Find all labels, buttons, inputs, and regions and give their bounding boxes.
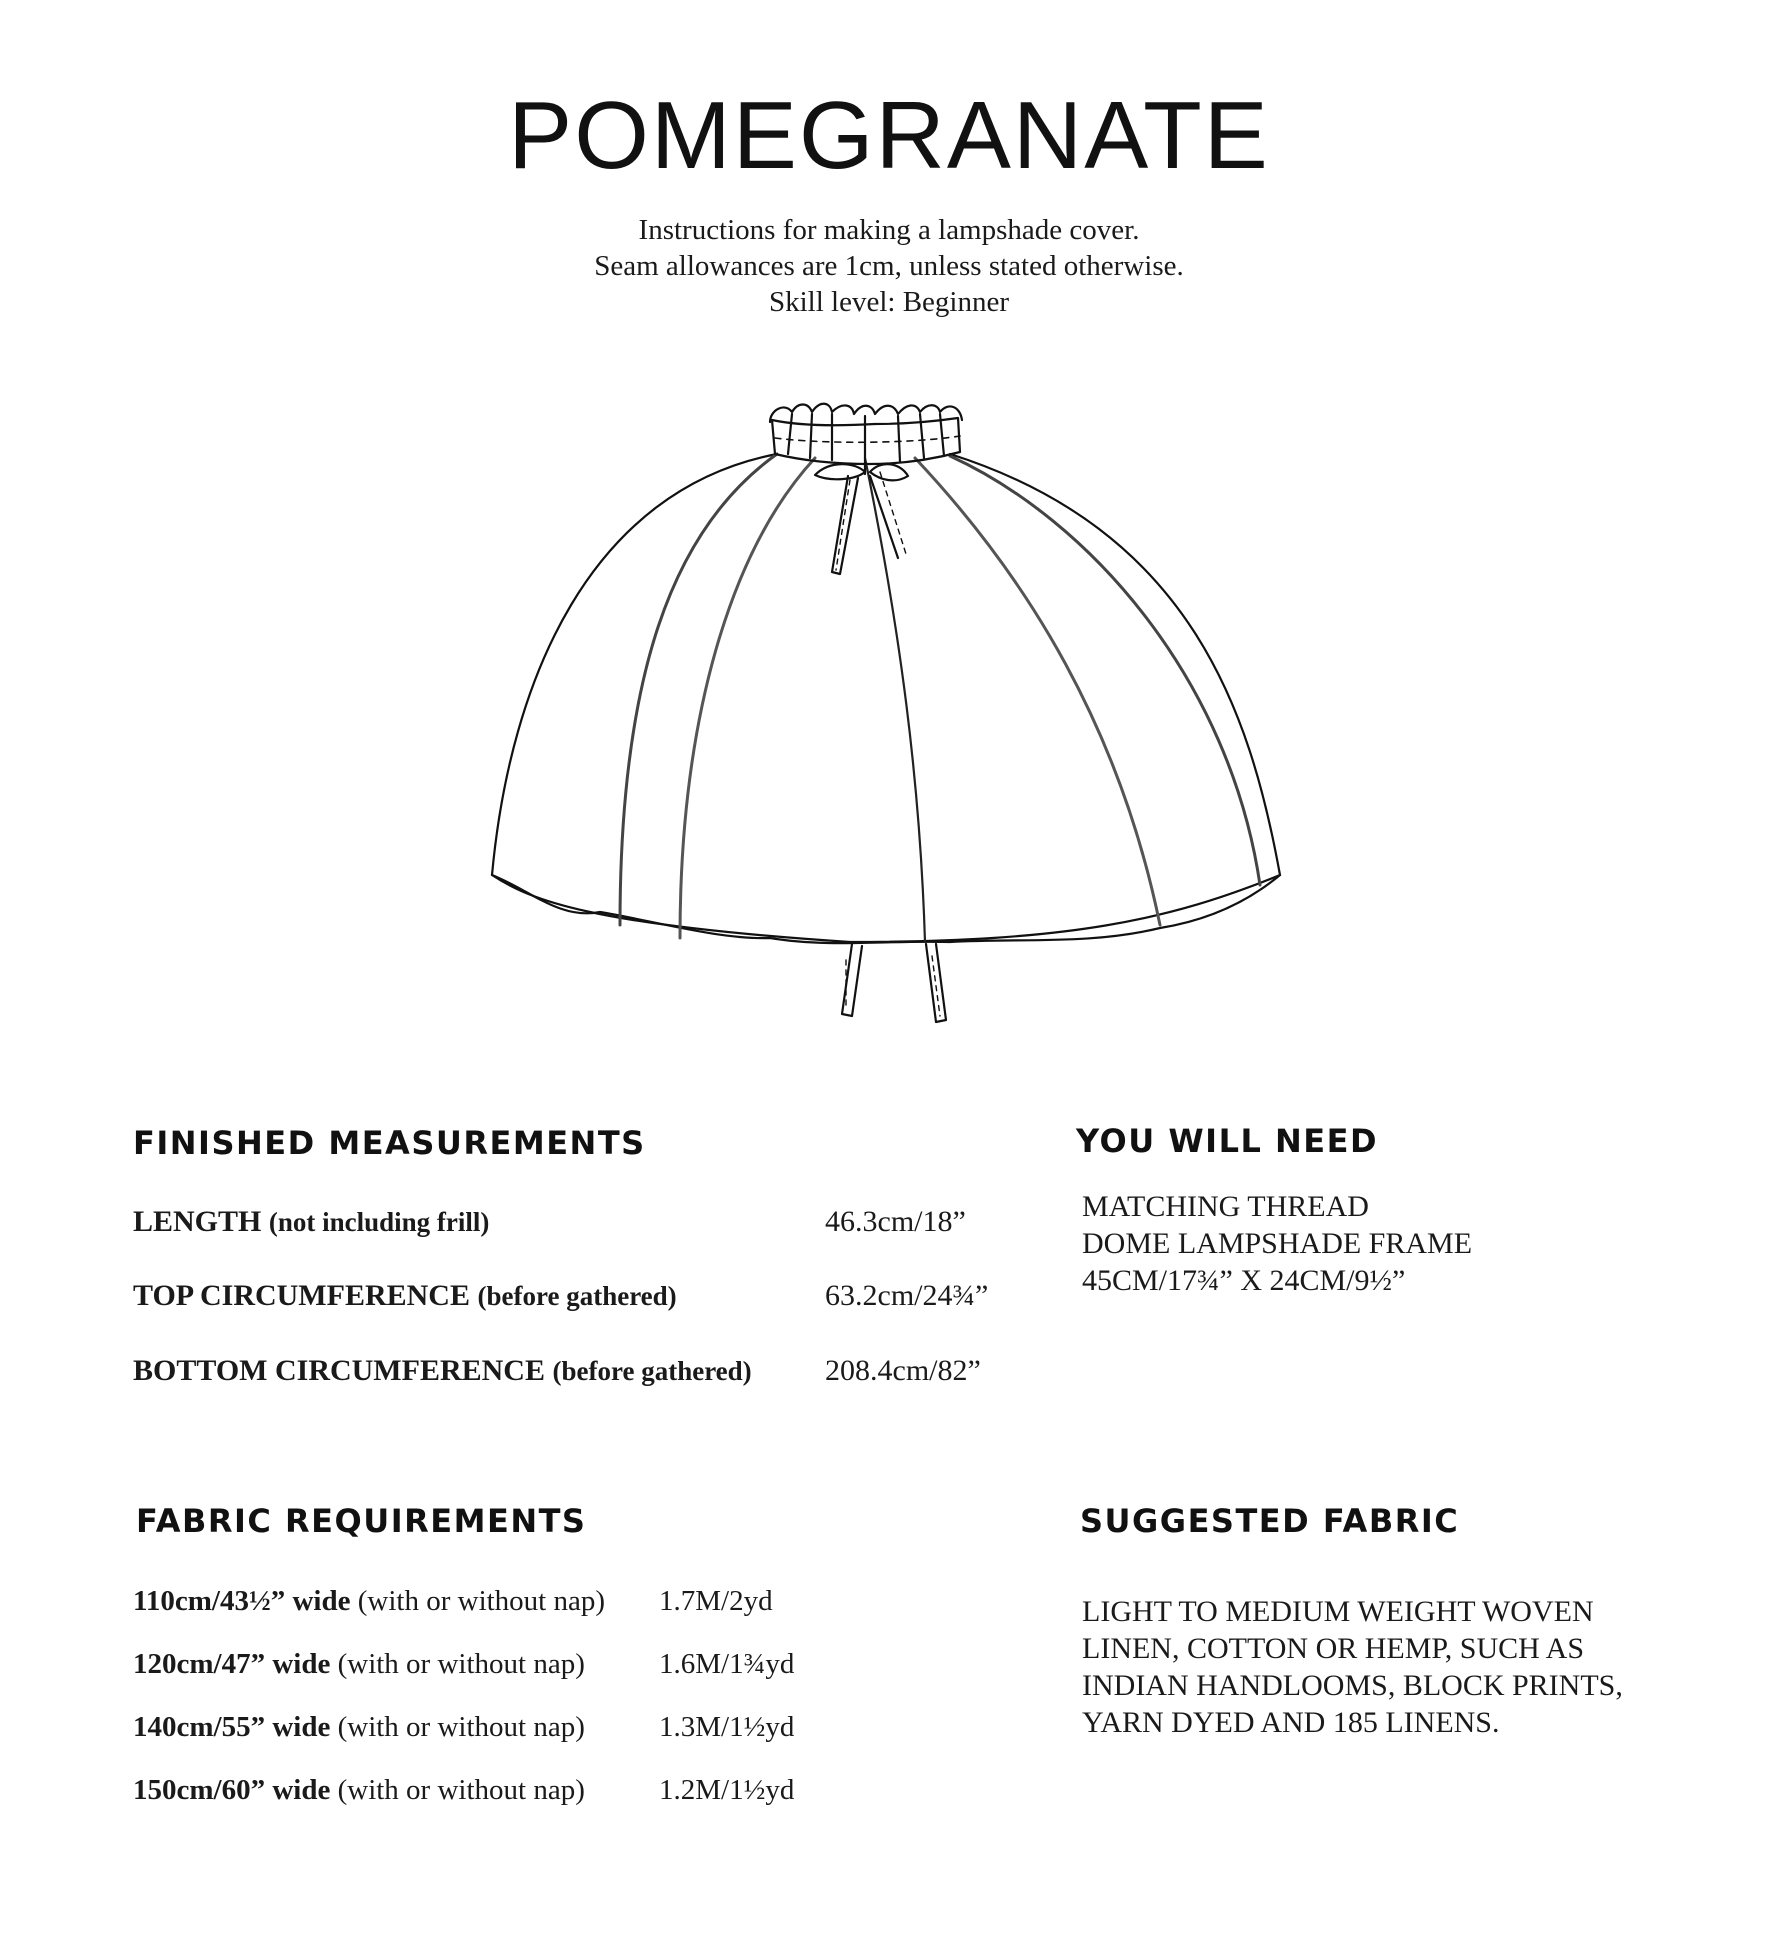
intro-line: Skill level: Beginner bbox=[768, 286, 1009, 318]
fabric-width: 120cm/47” wide bbox=[133, 1648, 331, 1680]
measurement-label: TOP CIRCUMFERENCE bbox=[133, 1279, 470, 1312]
you-will-need-list bbox=[1082, 1188, 1472, 1299]
panel-seam bbox=[865, 458, 925, 942]
bow-loop bbox=[815, 464, 865, 479]
measurement-row bbox=[133, 1205, 1033, 1245]
measurement-note: (not including frill) bbox=[268, 1207, 490, 1237]
measurement-label: BOTTOM CIRCUMFERENCE bbox=[133, 1354, 545, 1387]
measurement-row bbox=[133, 1279, 1033, 1319]
measurement-note: (before gathered) bbox=[552, 1356, 752, 1386]
intro-line: Instructions for making a lampshade cover. bbox=[638, 214, 1140, 246]
list-item: 45CM/17¾” X 24CM/9½” bbox=[1082, 1264, 1406, 1297]
stitch-line bbox=[775, 436, 960, 442]
fabric-row bbox=[133, 1648, 833, 1688]
fabric-amount: 1.7M/2yd bbox=[659, 1585, 773, 1617]
suggested-fabric-line: YARN DYED AND 185 LINENS. bbox=[1082, 1706, 1500, 1739]
panel-seam bbox=[620, 454, 777, 925]
measurement-value: 208.4cm/82” bbox=[825, 1354, 981, 1387]
intro-line: Seam allowances are 1cm, unless stated otherwise. bbox=[594, 250, 1184, 282]
fabric-note: (with or without nap) bbox=[337, 1648, 585, 1680]
tie-ribbon bbox=[832, 476, 858, 574]
finished-measurements-heading: FINISHED MEASUREMENTS bbox=[133, 1124, 646, 1162]
fabric-note: (with or without nap) bbox=[337, 1774, 585, 1806]
fabric-amount: 1.3M/1½yd bbox=[659, 1711, 795, 1743]
fabric-row bbox=[133, 1711, 833, 1751]
panel-seam bbox=[680, 458, 815, 938]
hem-line bbox=[492, 875, 1280, 943]
suggested-fabric-line: INDIAN HANDLOOMS, BLOCK PRINTS, bbox=[1082, 1669, 1623, 1702]
bottom-tie bbox=[926, 944, 946, 1022]
fabric-note: (with or without nap) bbox=[337, 1711, 585, 1743]
intro-text bbox=[0, 212, 1778, 320]
fabric-width: 150cm/60” wide bbox=[133, 1774, 331, 1806]
fabric-row bbox=[133, 1774, 833, 1814]
frill-pleat bbox=[810, 414, 812, 458]
suggested-fabric-line: LIGHT TO MEDIUM WEIGHT WOVEN bbox=[1082, 1595, 1594, 1628]
fabric-note: (with or without nap) bbox=[357, 1585, 606, 1617]
frill-pleat bbox=[920, 414, 924, 458]
page-title: POMEGRANATE bbox=[508, 82, 1270, 189]
fabric-requirements-heading: FABRIC REQUIREMENTS bbox=[136, 1502, 587, 1540]
panel-seam bbox=[950, 456, 1260, 885]
measurement-note: (before gathered) bbox=[477, 1281, 677, 1311]
lampshade-cover-illustration bbox=[470, 380, 1310, 1060]
tie-ribbon bbox=[870, 476, 898, 558]
measurement-value: 63.2cm/24¾” bbox=[825, 1279, 989, 1312]
fabric-amount: 1.6M/1¾yd bbox=[659, 1648, 795, 1680]
suggested-fabric-heading: SUGGESTED FABRIC bbox=[1080, 1502, 1460, 1540]
you-will-need-heading: YOU WILL NEED bbox=[1076, 1122, 1379, 1160]
fabric-amount: 1.2M/1½yd bbox=[659, 1774, 795, 1806]
panel-seam bbox=[915, 458, 1160, 925]
list-item: DOME LAMPSHADE FRAME bbox=[1082, 1227, 1473, 1260]
suggested-fabric-text bbox=[1082, 1593, 1623, 1741]
measurement-row bbox=[133, 1354, 1033, 1394]
suggested-fabric-line: LINEN, COTTON OR HEMP, SUCH AS bbox=[1082, 1632, 1585, 1665]
fabric-width: 140cm/55” wide bbox=[133, 1711, 331, 1743]
measurement-label: LENGTH bbox=[133, 1205, 262, 1238]
frill-pleat bbox=[788, 414, 792, 454]
bottom-tie bbox=[842, 944, 862, 1016]
dome-outline bbox=[492, 454, 1280, 942]
fabric-width: 110cm/43½” wide bbox=[133, 1585, 351, 1617]
list-item: MATCHING THREAD bbox=[1082, 1190, 1369, 1223]
bow-loop bbox=[870, 464, 908, 480]
fabric-row bbox=[133, 1585, 833, 1625]
measurement-value: 46.3cm/18” bbox=[825, 1205, 966, 1238]
